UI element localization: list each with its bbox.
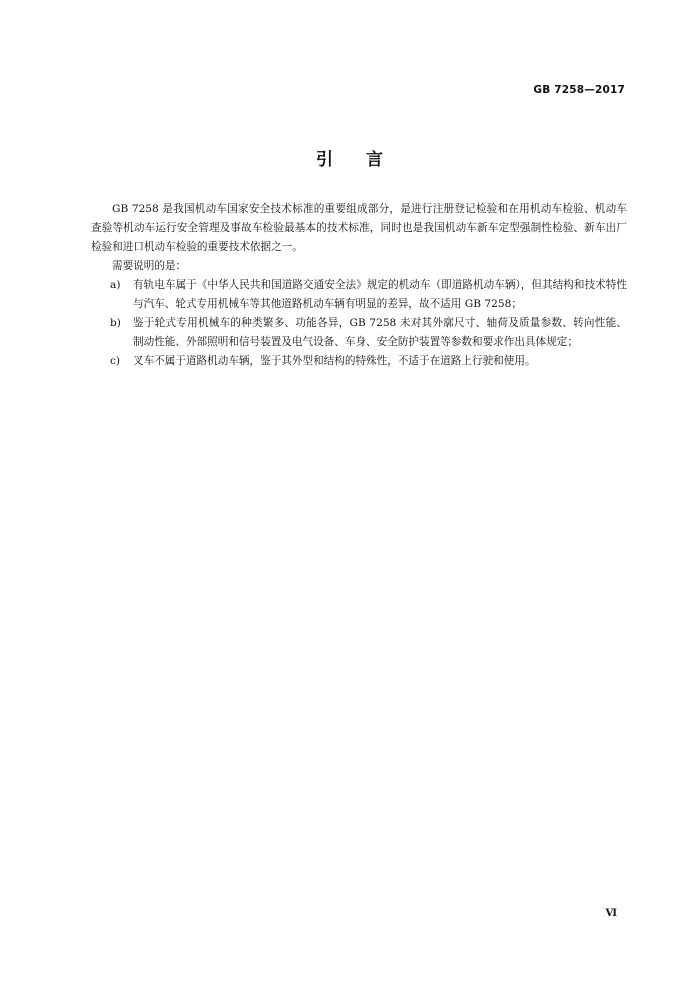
list-marker: b) — [110, 317, 121, 329]
page-title — [0, 145, 700, 170]
body-text — [91, 200, 627, 371]
note-lead: 需要说明的是： — [112, 260, 187, 272]
list-item-text: 鉴于轮式专用机械车的种类繁多、功能各异，GB 7258 未对其外廓尺寸、轴荷及质量参数、转向性能、制动性能、外部照明和信号装置及电气设备、车身、安全防护装置等参数和要求作出具体规定； — [133, 317, 627, 348]
standard-code: GB 7258—2017 — [533, 84, 625, 96]
list-item-text: 叉车不属于道路机动车辆，鉴于其外型和结构的特殊性，不适于在道路上行驶和使用。 — [133, 355, 536, 367]
list-item — [91, 352, 627, 371]
intro-paragraph: GB 7258 是我国机动车国家安全技术标准的重要组成部分，是进行注册登记检验和在用机动车检验、机动车查验等机动车运行安全管理及事故车检验最基本的技术标准，同时也是我国机动车新车定型强制性检验、新车出厂检验和进口机动车检验的重要技术依据之一。 — [91, 203, 627, 253]
list-item — [91, 276, 627, 314]
list-item — [91, 314, 627, 352]
list-item-text: 有轨电车属于《中华人民共和国道路交通安全法》规定的机动车（即道路机动车辆），但其结构和技术特性与汽车、轮式专用机械车等其他道路机动车辆有明显的差异，故不适用 GB 7258； — [133, 279, 627, 310]
title-char-2: 言 — [366, 150, 384, 170]
list-marker: c) — [110, 355, 121, 367]
list-marker: a) — [110, 279, 121, 291]
page-number: Ⅵ — [605, 908, 617, 919]
title-char-1: 引 — [316, 150, 334, 170]
